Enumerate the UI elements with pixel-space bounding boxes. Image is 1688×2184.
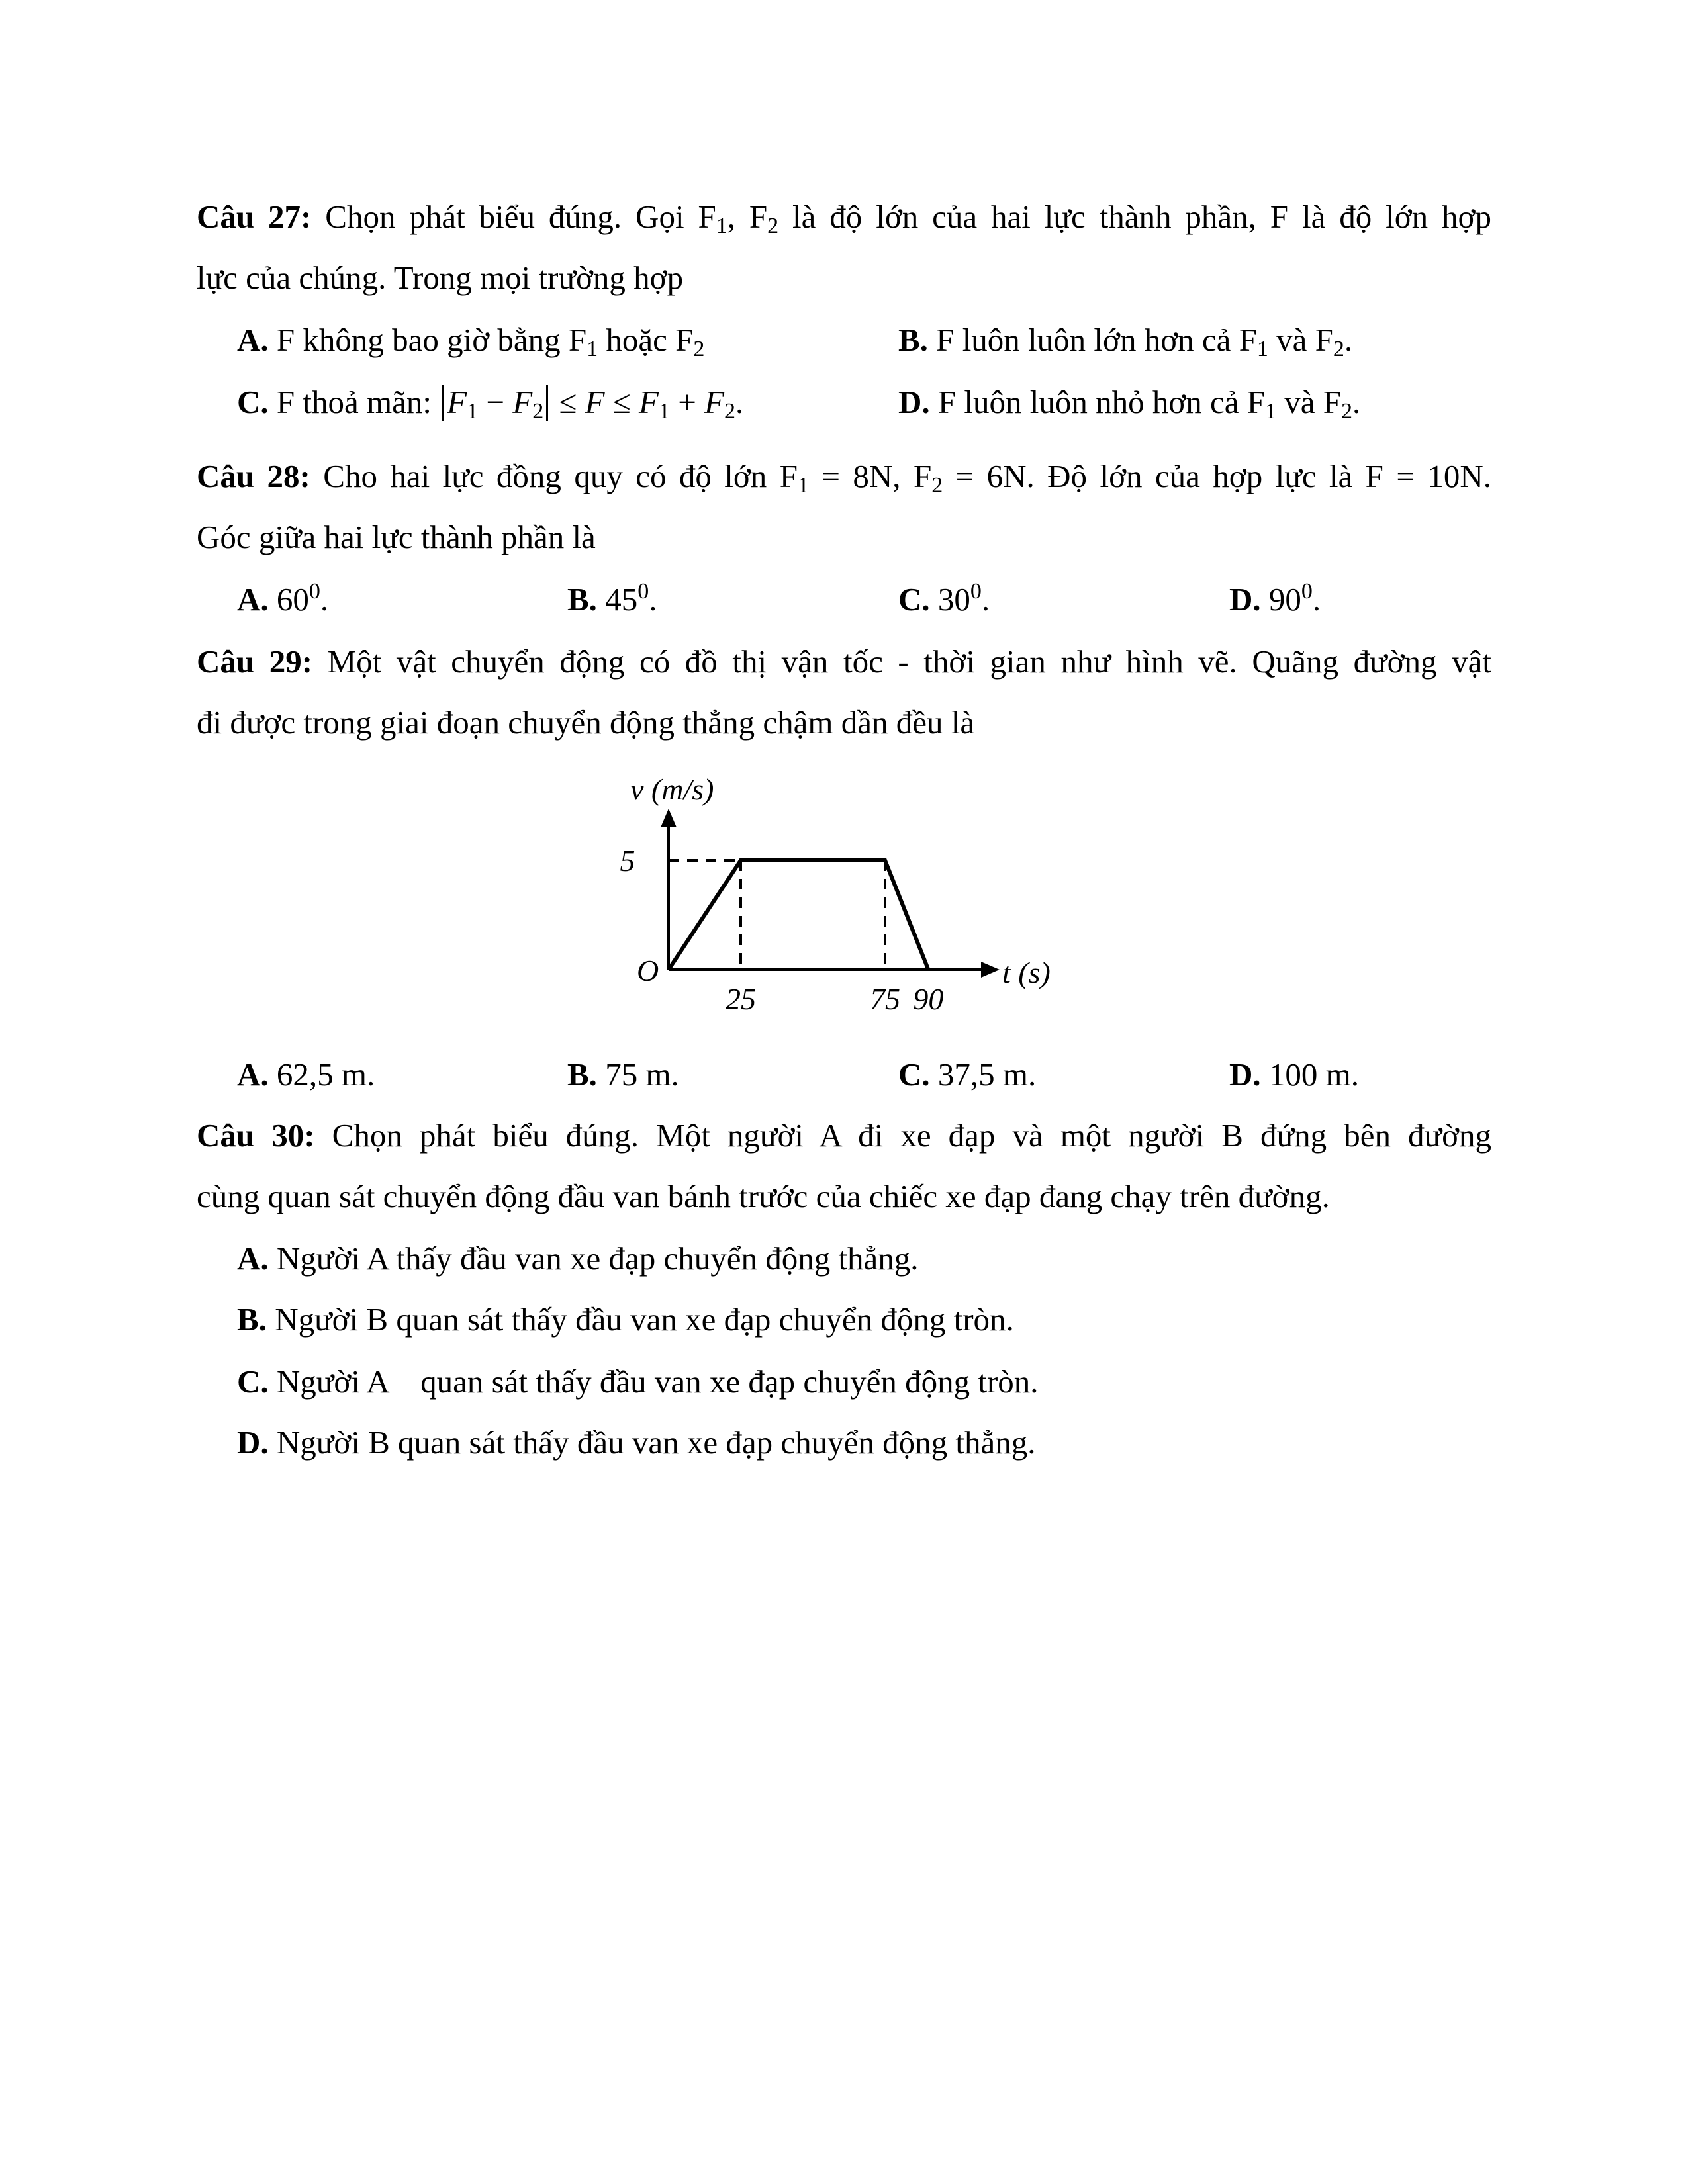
q30-option-b: B. Người B quan sát thấy đầu van xe đạp chuyển động tròn. (237, 1301, 1014, 1338)
q27-option-c: C. F thoả mãn: $F_1 - F_2 \le F \le F_1 + F_2$. (237, 384, 744, 424)
q29-option-d: D. 100 m. (1229, 1056, 1360, 1093)
q27-line1: Câu 27: Chọn phát biểu đúng. Gọi $F_1$, $F_2$ là độ lớn của hai lực thành phần, F là độ lớn hợp (197, 199, 1491, 238)
q28-option-d: D. $90^0$. (1229, 579, 1321, 617)
y-axis-arrow-icon (661, 809, 677, 827)
x-axis-label: t (s) (1002, 956, 1051, 989)
q27-option-b: B. F luôn luôn lớn hơn cả $F_1$ và $F_2$. (898, 322, 1353, 361)
x-tick-label: 75 (870, 982, 900, 1016)
q27-label: Câu 27: (197, 199, 312, 235)
velocity-series-line (669, 860, 928, 970)
q29-label: Câu 29: (197, 643, 313, 680)
q29-line2: đi được trong giai đoạn chuyển động thẳng chậm dần đều là (197, 704, 975, 741)
q28-option-c: C. $30^0$. (898, 579, 990, 617)
y-axis-label: v (m/s) (630, 772, 714, 806)
q28-line2: Góc giữa hai lực thành phần là (197, 519, 596, 555)
q27-option-a: A. F không bao giờ bằng $F_1$ hoặc $F_2$ (237, 322, 705, 361)
q30-option-d: D. Người B quan sát thấy đầu van xe đạp chuyển động thẳng. (237, 1424, 1036, 1461)
x-tick-label: 25 (726, 982, 756, 1016)
q27-option-d: D. F luôn luôn nhỏ hơn cả $F_1$ và $F_2$. (898, 384, 1361, 424)
x-tick-label: 90 (913, 982, 944, 1016)
q27-line2: lực của chúng. Trong mọi trường hợp (197, 259, 684, 296)
q30-option-c: C. Người A quan sát thấy đầu van xe đạp chuyển động tròn. (237, 1363, 1039, 1400)
q28-option-a: A. $60^0$. (237, 579, 329, 617)
q30-label: Câu 30: (197, 1117, 315, 1154)
q30-line1: Câu 30: Chọn phát biểu đúng. Một người A đi xe đạp và một người B đứng bên đường (197, 1117, 1492, 1154)
q30-option-a: A. Người A thấy đầu van xe đạp chuyển động thẳng. (237, 1240, 919, 1277)
q29-option-b: B. 75 m. (567, 1056, 679, 1093)
q28-label: Câu 28: (197, 458, 310, 494)
origin-label: O (637, 954, 659, 987)
inequality-formula: $F_1 - F_2 \le F \le F_1 + F_2$. (440, 384, 743, 420)
x-axis-arrow-icon (981, 962, 1000, 978)
y-tick-label: 5 (620, 844, 635, 878)
q29-option-c: C. 37,5 m. (898, 1056, 1037, 1093)
q28-line1: Câu 28: Cho hai lực đồng quy có độ lớn $F_1 = 8N$, $F_2 = 6N$. Độ lớn của hợp lực là F = 10N. (197, 458, 1491, 498)
q28-option-b: B. $45^0$. (567, 579, 657, 617)
q29-option-a: A. 62,5 m. (237, 1056, 375, 1093)
q30-line2: cùng quan sát chuyển động đầu van bánh trước của chiếc xe đạp đang chạy trên đường. (197, 1178, 1330, 1214)
q29-line1: Câu 29: Một vật chuyển động có đồ thị vận tốc - thời gian như hình vẽ. Quãng đường vật (197, 643, 1491, 680)
